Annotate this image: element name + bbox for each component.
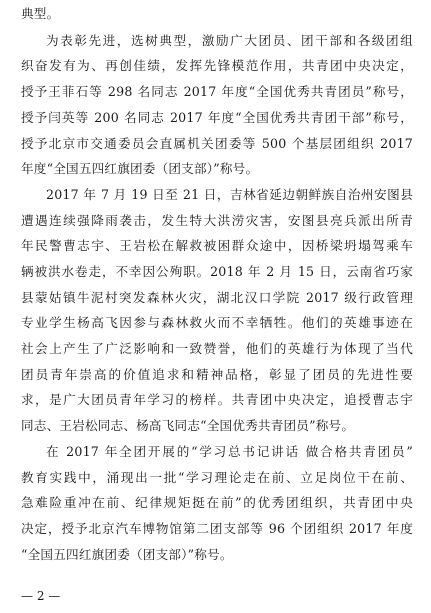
page-number: — 2 — — [21, 589, 61, 603]
paragraph-line: 专业学生杨高飞因参与森林救火而不幸牺牲。他们的英雄事迹在 — [21, 315, 413, 330]
paragraph-line: 授予北京市交通委员会直属机关团委等 500 个基层团组织 2017 — [21, 136, 413, 151]
paragraph-line: 年民警曹志宇、王岩松在解救被困群众途中，因桥梁坍塌驾乘车 — [21, 238, 413, 253]
paragraph-line: 遭遇连续强降雨袭击，发生特大洪涝灾害，安图县亮兵派出所青 — [21, 213, 413, 228]
paragraph-line: 授予王菲石等 298 名同志 2017 年度“全国优秀共青团员”称号， — [21, 84, 413, 99]
paragraph-line: 社会上产生了广泛影响和一致赞誉，他们的英雄行为体现了当代 — [21, 341, 413, 356]
paragraph-line: 2017 年 7 月 19 日至 21 日，吉林省延边朝鲜族自治州安图县 — [46, 187, 413, 202]
paragraph-line: 辆被洪水卷走，不幸因公殉职。2018 年 2 月 15 日，云南省巧家 — [21, 264, 413, 279]
paragraph-line: 决定，授予北京汽车博物馆第二团支部等 96 个团组织 2017 年度 — [21, 521, 413, 536]
paragraph-line: 年度“全国五四红旗团委（团支部）”称号。 — [21, 161, 259, 176]
paragraph-line: 同志、王岩松同志、杨高飞同志“全国优秀共青团员”称号。 — [21, 418, 355, 433]
paragraph-line: 为表彰先进，选树典型，激励广大团员、团干部和各级团组 — [46, 33, 413, 48]
paragraph-line: 县蒙姑镇牛泥村突发森林火灾，湖北汉口学院 2017 级行政管理 — [21, 290, 413, 305]
paragraph-line: 教育实践中，涌现出一批“学习理论走在前、立足岗位干在前、 — [21, 470, 413, 485]
paragraph-line: 急难险重冲在前、纪律规矩挺在前”的优秀团组织，共青团中央 — [21, 495, 413, 510]
paragraph-line: 在 2017 年全团开展的“学习总书记讲话 做合格共青团员” — [46, 444, 413, 459]
paragraph-line: 授予闫英等 200 名同志 2017 年度“全国优秀共青团干部”称号， — [21, 110, 413, 125]
paragraph-line: 求，是广大团员青年学习的榜样。共青团中央决定，追授曹志宇 — [21, 392, 413, 407]
paragraph-line: 团员青年崇高的价值追求和精神品格，彰显了团员的先进性要 — [21, 367, 413, 382]
paragraph-line: 织奋发有为、再创佳绩，发挥先锋模范作用，共青团中央决定， — [21, 58, 413, 73]
text-line: 典型。 — [21, 6, 60, 21]
paragraph-line: “全国五四红旗团委（团支部）”称号。 — [21, 547, 233, 562]
